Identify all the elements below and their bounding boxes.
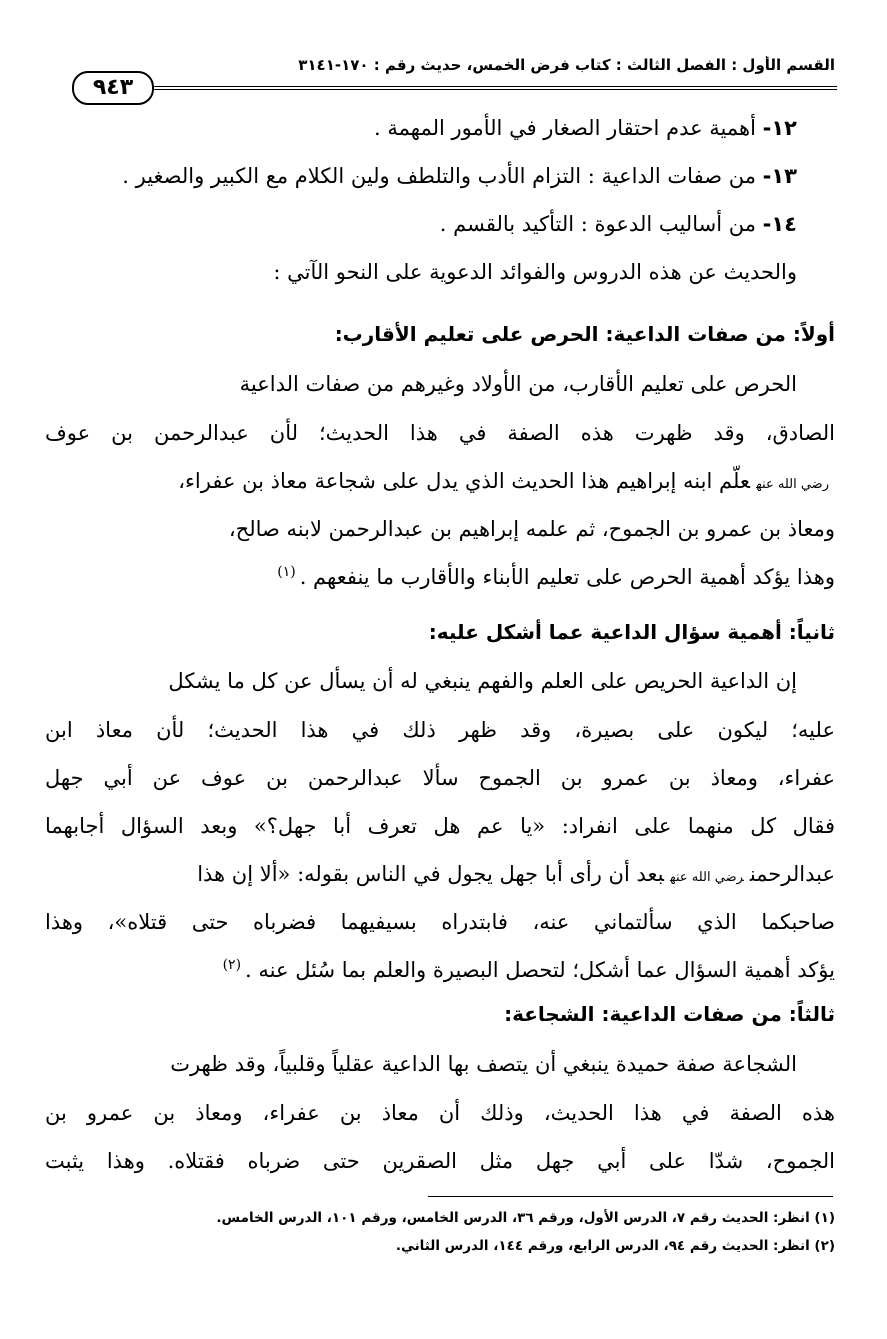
list-item-number: ١٣- bbox=[762, 164, 797, 188]
paragraph-line bbox=[45, 469, 835, 493]
list-item bbox=[7, 212, 797, 236]
honorific-glyph: رضي الله عنه bbox=[669, 870, 744, 885]
intro-line: والحديث عن هذه الدروس والفوائد الدعوية على النحو الآتي : bbox=[273, 260, 797, 284]
paragraph-line bbox=[45, 565, 835, 589]
list-item bbox=[7, 116, 797, 140]
paragraph-line: ومعاذ بن عمرو بن الجموح، ثم علمه إبراهيم بن عبدالرحمن لابنه صالح، bbox=[228, 517, 835, 541]
paragraph-line: الصادق، وقد ظهرت هذه الصفة في هذا الحديث؛ لأن عبدالرحمن بن عوف bbox=[45, 421, 835, 445]
footnote-rule bbox=[428, 1196, 833, 1197]
list-item-text: أهمية عدم احتقار الصغار في الأمور المهمة . bbox=[374, 116, 756, 140]
paragraph-line: فقال كل منهما على انفراد: «يا عم هل تعرف أبا جهل؟» وبعد السؤال أجابهما bbox=[45, 814, 835, 838]
footnote: (١) انظر: الحديث رقم ٧، الدرس الأول، ورقم ٣٦، الدرس الخامس، ورقم ١٠١، الدرس الخامس. bbox=[216, 1210, 835, 1226]
section-heading-2: ثانياً: أهمية سؤال الداعية عما أشكل عليه: bbox=[428, 620, 835, 644]
list-item-text: من أساليب الدعوة : التأكيد بالقسم . bbox=[439, 212, 756, 236]
honorific-glyph: رضي الله عنه bbox=[756, 477, 829, 492]
header-rule bbox=[152, 86, 837, 90]
list-item bbox=[7, 164, 797, 188]
list-item-number: ١٤- bbox=[762, 212, 797, 236]
paragraph-line bbox=[45, 958, 835, 982]
paragraph-line: صاحبكما الذي سألتماني عنه، فابتدراه بسيفيهما فضرباه حتى قتلاه»، وهذا bbox=[45, 910, 835, 934]
page-number: ٩٤٣ bbox=[72, 71, 154, 105]
footnote: (٢) انظر: الحديث رقم ٩٤، الدرس الرابع، ورقم ١٤٤، الدرس الثاني. bbox=[395, 1238, 835, 1254]
footnote-ref: (٢) bbox=[222, 957, 242, 973]
paragraph-line: الحرص على تعليم الأقارب، من الأولاد وغيرهم من صفات الداعية bbox=[239, 372, 797, 396]
paragraph-line bbox=[45, 862, 835, 886]
paragraph-text: بعد أن رأى أبا جهل يجول في الناس بقوله: «ألا إن هذا bbox=[197, 862, 664, 886]
list-item-number: ١٢- bbox=[762, 116, 797, 140]
footnote-ref: (١) bbox=[277, 564, 296, 580]
section-heading-1: أولاً: من صفات الداعية: الحرص على تعليم الأقارب: bbox=[334, 322, 835, 346]
paragraph-text: علّم ابنه إبراهيم هذا الحديث الذي يدل على شجاعة معاذ بن عفراء، bbox=[178, 469, 751, 493]
list-item-text: من صفات الداعية : التزام الأدب والتلطف ولين الكلام مع الكبير والصغير . bbox=[122, 164, 756, 188]
paragraph-line: الجموح، شدّا على أبي جهل مثل الصقرين حتى ضرباه فقتلاه. وهذا يثبت bbox=[45, 1149, 835, 1173]
paragraph-line: الشجاعة صفة حميدة ينبغي أن يتصف بها الداعية عقلياً وقلبياً، وقد ظهرت bbox=[170, 1052, 797, 1076]
running-head: القسم الأول : الفصل الثالث : كتاب فرض الخمس، حديث رقم : ١٧٠-٣١٤١ bbox=[298, 56, 835, 74]
paragraph-text: يؤكد أهمية السؤال عما أشكل؛ لتحصل البصيرة والعلم بما سُئل عنه . bbox=[245, 958, 835, 982]
paragraph-line: هذه الصفة في هذا الحديث، وذلك أن معاذ بن عفراء، ومعاذ بن عمرو بن bbox=[45, 1101, 835, 1125]
paragraph-line: عليه؛ ليكون على بصيرة، وقد ظهر ذلك في هذا الحديث؛ لأن معاذ ابن bbox=[45, 718, 835, 742]
paragraph-text: عبدالرحمن bbox=[749, 862, 835, 886]
paragraph-line: إن الداعية الحريص على العلم والفهم ينبغي له أن يسأل عن كل ما يشكل bbox=[168, 669, 797, 693]
paragraph-text: وهذا يؤكد أهمية الحرص على تعليم الأبناء والأقارب ما ينفعهم . bbox=[299, 565, 835, 589]
paragraph-line: عفراء، ومعاذ بن عمرو بن الجموح سألا عبدالرحمن بن عوف عن أبي جهل bbox=[45, 766, 835, 790]
section-heading-3: ثالثاً: من صفات الداعية: الشجاعة: bbox=[504, 1002, 835, 1026]
